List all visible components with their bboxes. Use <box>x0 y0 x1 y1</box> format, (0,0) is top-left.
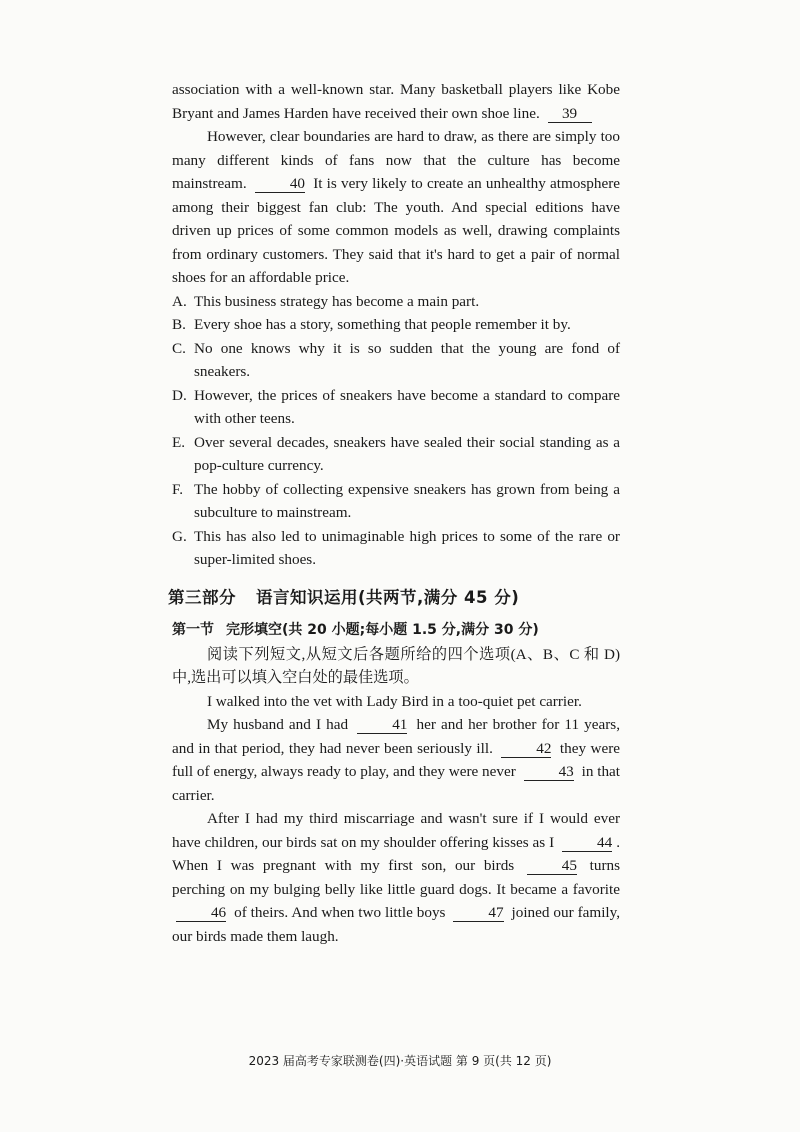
blank-45: 45 <box>527 857 577 875</box>
cloze-paragraph-2: My husband and I had 41 her and her brother for 11 years, and in that period, they had never been seriously ill. 42 they were full of energy, always ready to play, and they were never 43 in that carrier. <box>172 716 621 804</box>
cloze-paragraph-3: After I had my third miscarriage and wasn't sure if I would ever have children, our birds sat on my shoulder offering kisses as I 44 . When I was pregnant with my first son, our birds 45 turns perching on my bulging belly like little guard dogs. It became a favorite 46 of theirs. And when two little boys 47 joined our family, our birds made them laugh. <box>172 810 621 945</box>
blank-47: 47 <box>453 904 503 922</box>
page-content <box>168 78 621 948</box>
options-list <box>172 290 620 572</box>
passage-paragraph-2 <box>172 125 620 290</box>
passage-text: It is very likely to create an unhealthy atmosphere among their biggest fan club: The youth. And special editions have driven up prices of some common models as well, drawing complaints from ordinary customers. They said that it's hard to get a pair of normal shoes for an affordable price. <box>172 175 621 286</box>
cloze-paragraph-1: I walked into the vet with Lady Bird in a too-quiet pet carrier. <box>206 692 582 710</box>
option-f: F. The hobby of collecting expensive sneakers has grown from being a subculture to mainstream. <box>172 480 620 521</box>
blank-39: 39 <box>548 105 592 123</box>
passage-text: However, clear boundaries are hard to draw, as there are simply too many different kinds of fans now that the culture has become mainstream. <box>172 128 620 192</box>
blank-46: 46 <box>176 904 226 922</box>
section-one-heading: 第一节 完形填空(共 20 小题;每小题 1.5 分,满分 30 分) <box>172 622 539 638</box>
option-e: E. Over several decades, sneakers have sealed their social standing as a pop-culture currency. <box>172 433 620 474</box>
blank-43: 43 <box>524 763 574 781</box>
option-b: B. Every shoe has a story, something that people remember it by. <box>172 316 571 333</box>
page-footer: 2023 届高考专家联测卷(四)·英语试题 第 9 页(共 12 页) <box>248 1054 552 1068</box>
option-d: D. However, the prices of sneakers have become a standard to compare with other teens. <box>172 386 620 427</box>
part-three-heading: 第三部分 语言知识运用(共两节,满分 45 分) <box>168 587 520 607</box>
passage-text: association with a well-known star. Many basketball players like Kobe Bryant and James Harden have received their own shoe line. <box>172 81 620 122</box>
option-g: G. This has also led to unimaginable high prices to some of the rare or super-limited shoes. <box>172 527 620 568</box>
blank-44: 44 <box>562 834 612 852</box>
blank-41: 41 <box>357 716 407 734</box>
option-c: C. No one knows why it is so sudden that the young are fond of sneakers. <box>172 339 620 380</box>
section-instruction: 阅读下列短文,从短文后各题所给的四个选项(A、B、C 和 D)中,选出可以填入空白处的最佳选项。 <box>172 645 620 686</box>
blank-42: 42 <box>501 740 551 758</box>
passage-paragraph-1 <box>172 78 620 125</box>
blank-40: 40 <box>255 175 305 193</box>
option-a: A. This business strategy has become a main part. <box>172 292 480 310</box>
